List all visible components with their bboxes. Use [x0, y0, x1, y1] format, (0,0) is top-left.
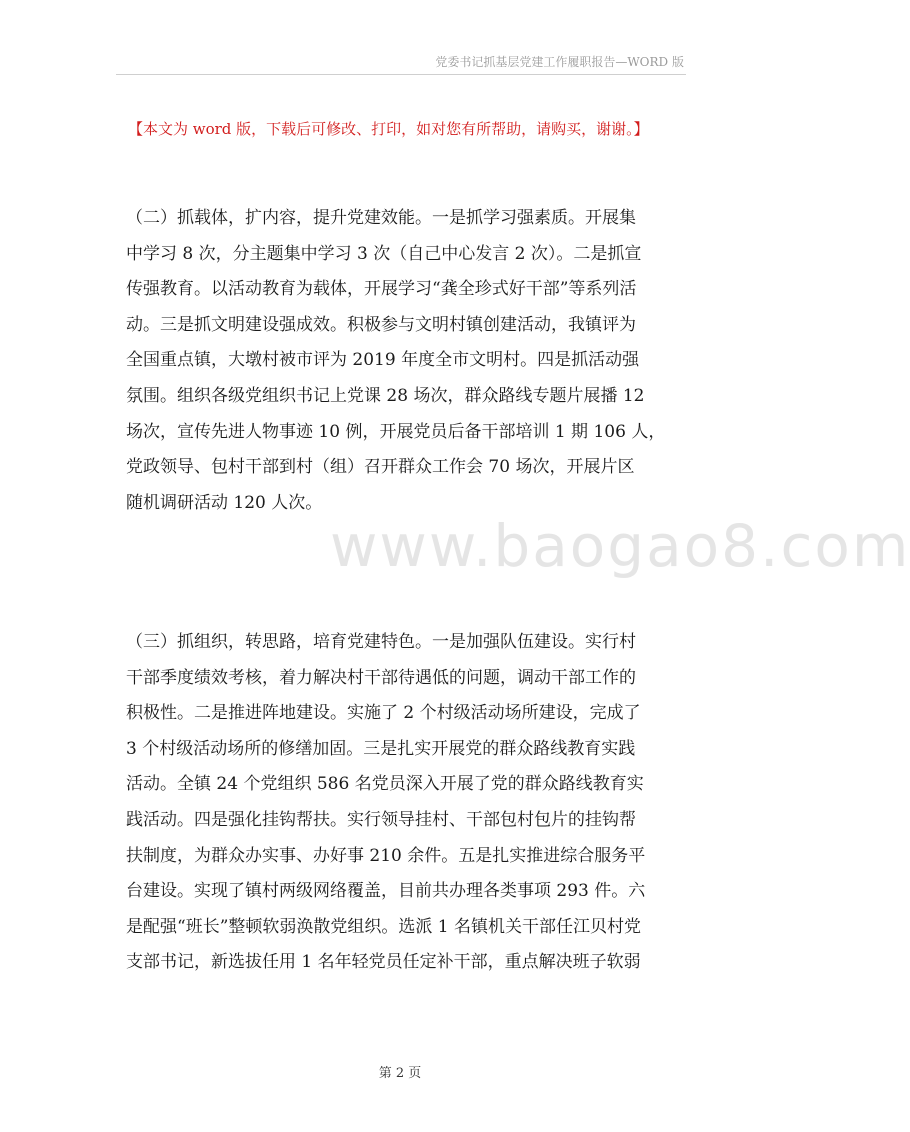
paragraph-line: 动。三是抓文明建设强成效。积极参与文明村镇创建活动，我镇评为	[126, 314, 636, 335]
page-number: 第 2 页	[378, 1066, 422, 1081]
paragraph-line: 党政领导、包村干部到村（组）召开群众工作会 70 场次，开展片区	[126, 457, 635, 478]
paragraph-line: 中学习 8 次，分主题集中学习 3 次（自己中心发言 2 次）。二是抓宣	[126, 243, 642, 264]
paragraph-section-2	[126, 201, 686, 521]
paragraph-section-3	[126, 625, 686, 981]
paragraph-line: （二）抓载体，扩内容，提升党建效能。一是抓学习强素质。开展集	[126, 208, 636, 228]
paragraph-line: （三）抓组织，转思路，培育党建特色。一是加强队伍建设。实行村	[126, 632, 636, 652]
paragraph-line: 传强教育。以活动教育为载体，开展学习“龚全珍式好干部”等系列活	[126, 279, 637, 300]
paragraph-line: 干部季度绩效考核，着力解决村干部待遇低的问题，调动干部工作的	[126, 667, 636, 688]
paragraph-line: 扶制度，为群众办实事、办好事 210 余件。五是扎实推进综合服务平	[126, 845, 646, 866]
paragraph-line: 全国重点镇，大墩村被市评为 2019 年度全市文明村。四是抓活动强	[126, 350, 640, 371]
paragraph-line: 场次，宣传先进人物事迹 10 例，开展党员后备干部培训 1 期 106 人，	[126, 421, 666, 442]
paragraph-line: 是配强“班长”整顿软弱涣散党组织。选派 1 名镇机关干部任江贝村党	[126, 916, 642, 937]
paragraph-line: 台建设。实现了镇村两级网络覆盖，目前共办理各类事项 293 件。六	[126, 881, 646, 902]
download-notice: 【本文为 word 版，下载后可修改、打印，如对您有所帮助，请购买，谢谢。】	[128, 120, 649, 138]
paragraph-line: 3 个村级活动场所的修缮加固。三是扎实开展党的群众路线教育实践	[126, 738, 636, 759]
paragraph-line: 随机调研活动 120 人次。	[126, 492, 323, 513]
paragraph-line: 支部书记，新选拔任用 1 名年轻党员任定补干部，重点解决班子软弱	[126, 952, 641, 973]
paragraph-line: 氛围。组织各级党组织书记上党课 28 场次，群众路线专题片展播 12	[126, 385, 645, 406]
header-divider	[116, 74, 686, 75]
page-header-title: 党委书记抓基层党建工作履职报告—WORD 版	[435, 55, 684, 69]
paragraph-line: 践活动。四是强化挂钩帮扶。实行领导挂村、干部包村包片的挂钩帮	[126, 809, 636, 830]
paragraph-line: 活动。全镇 24 个党组织 586 名党员深入开展了党的群众路线教育实	[126, 774, 644, 795]
paragraph-line: 积极性。二是推进阵地建设。实施了 2 个村级活动场所建设，完成了	[126, 703, 641, 724]
watermark: www.baogao8.com	[330, 512, 910, 580]
